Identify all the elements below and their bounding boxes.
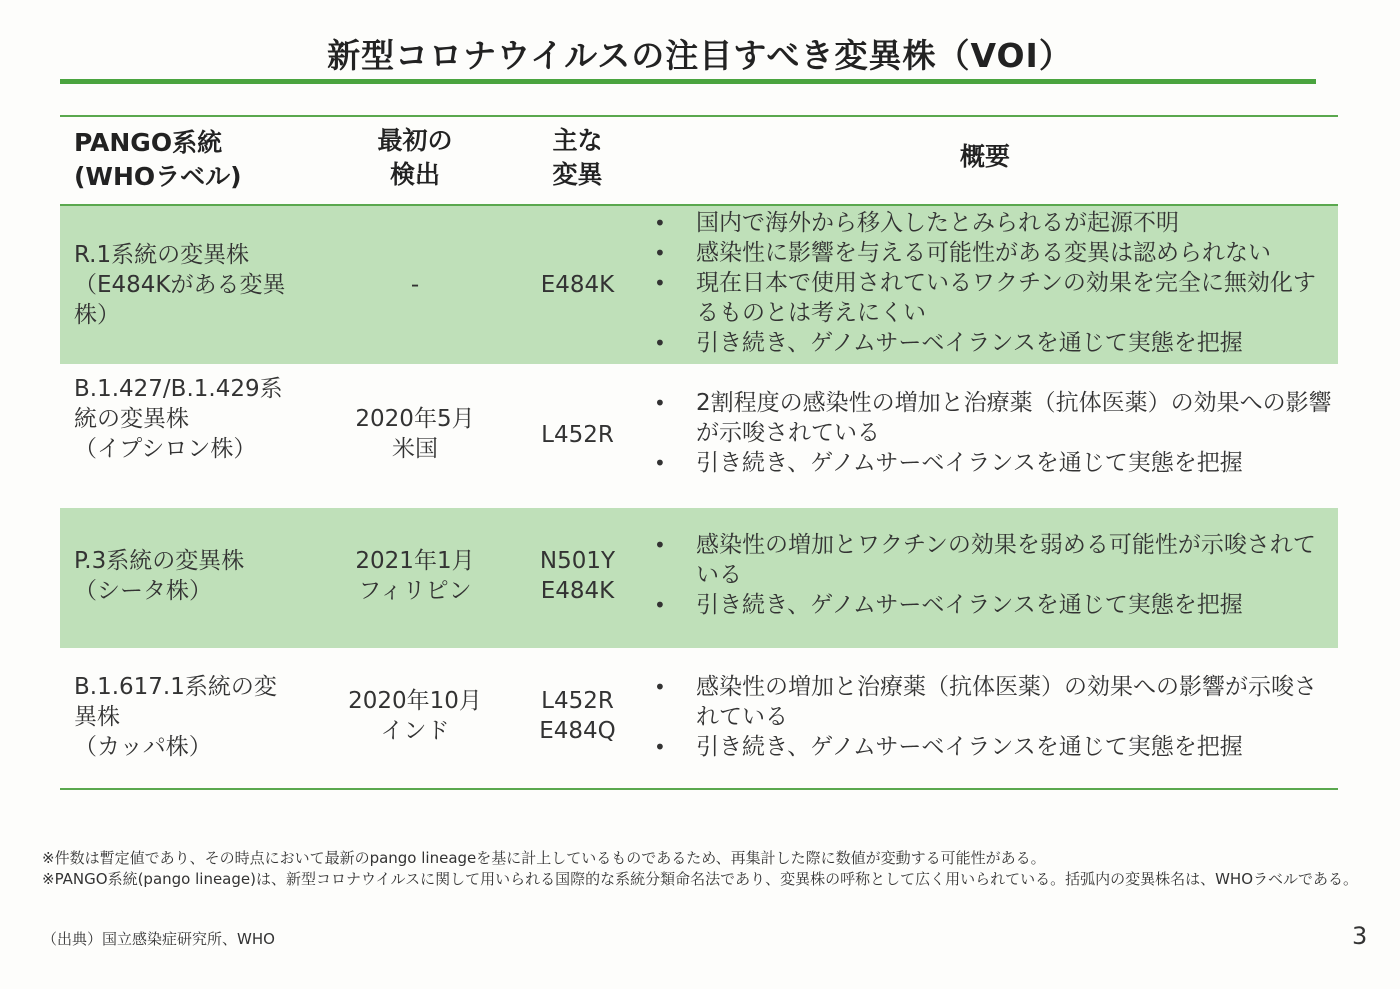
header-mutation-line2: 変異 bbox=[552, 160, 603, 189]
lineage-cell: P.3系統の変異株 （シータ株） bbox=[74, 548, 245, 604]
header-summary: 概要 bbox=[960, 142, 1011, 171]
lineage-cell: B.1.427/B.1.429系 統の変異株 （イプシロン株） bbox=[74, 376, 283, 462]
table-bottom-rule bbox=[60, 788, 1338, 790]
lineage-cell: R.1系統の変異株 （E484Kがある変異 株） bbox=[74, 242, 286, 328]
list-item: • 2割程度の感染性の増加と治療薬（抗体医薬）の効果への影響が示唆されている bbox=[652, 388, 1332, 448]
list-item: • 感染性に影響を与える可能性がある変異は認められない bbox=[652, 238, 1332, 268]
title-underline bbox=[60, 79, 1316, 84]
list-item: • 引き続き、ゲノムサーベイランスを通じて実態を把握 bbox=[652, 328, 1332, 358]
footnote: ※件数は暫定値であり、その時点において最新のpango lineageを基に計上しているものであるため、再集計した際に数値が変動する可能性がある。 bbox=[42, 849, 1046, 867]
detect-cell: - bbox=[410, 272, 420, 298]
header-mutation bbox=[505, 124, 650, 192]
summary-cell bbox=[652, 388, 1332, 478]
header-detect-line2: 検出 bbox=[389, 160, 440, 189]
header-lineage bbox=[74, 126, 242, 194]
table-row bbox=[60, 650, 1338, 788]
table-top-rule bbox=[60, 115, 1338, 117]
summary-cell bbox=[652, 672, 1332, 762]
source-credit: （出典）国立感染症研究所、WHO bbox=[42, 930, 275, 948]
page-number: 3 bbox=[1352, 922, 1368, 950]
mutation-cell: E484K bbox=[540, 272, 615, 298]
header-detect-line1: 最初の bbox=[377, 126, 453, 155]
mutation-cell: L452R E484Q bbox=[539, 688, 616, 744]
list-item: • 引き続き、ゲノムサーベイランスを通じて実態を把握 bbox=[652, 448, 1332, 478]
footnote: ※PANGO系統(pango lineage)は、新型コロナウイルスに関して用いられる国際的な系統分類命名法であり、変異株の呼称として広く用いられている。括弧内の変異株名は、WHOラベルである。 bbox=[42, 870, 1358, 888]
summary-cell bbox=[652, 530, 1332, 620]
header-mutation-line1: 主な bbox=[552, 126, 603, 155]
list-item: • 引き続き、ゲノムサーベイランスを通じて実態を把握 bbox=[652, 732, 1332, 762]
lineage-cell: B.1.617.1系統の変 異株 （カッパ株） bbox=[74, 674, 277, 760]
detect-cell: 2021年1月 フィリピン bbox=[355, 548, 475, 604]
footnotes bbox=[42, 848, 1362, 890]
mutation-cell: L452R bbox=[541, 422, 614, 448]
table-row bbox=[60, 508, 1338, 648]
table-row bbox=[60, 206, 1338, 364]
mutation-cell: N501Y E484K bbox=[539, 548, 616, 604]
table-row bbox=[60, 366, 1338, 506]
list-item: • 国内で海外から移入したとみられるが起源不明 bbox=[652, 208, 1332, 238]
list-item: • 現在日本で使用されているワクチンの効果を完全に無効化するものとは考えにくい bbox=[652, 268, 1332, 328]
list-item: • 感染性の増加とワクチンの効果を弱める可能性が示唆されている bbox=[652, 530, 1332, 590]
page-title: 新型コロナウイルスの注目すべき変異株（VOI） bbox=[327, 36, 1073, 75]
detect-cell: 2020年5月 米国 bbox=[355, 406, 475, 462]
list-item: • 感染性の増加と治療薬（抗体医薬）の効果への影響が示唆されている bbox=[652, 672, 1332, 732]
header-lineage-line2: (WHOラベル) bbox=[74, 162, 242, 191]
header-lineage-line1: PANGO系統 bbox=[74, 128, 223, 157]
detect-cell: 2020年10月 インド bbox=[348, 688, 482, 744]
header-detect bbox=[330, 124, 500, 192]
list-item: • 引き続き、ゲノムサーベイランスを通じて実態を把握 bbox=[652, 590, 1332, 620]
summary-cell bbox=[652, 208, 1332, 358]
